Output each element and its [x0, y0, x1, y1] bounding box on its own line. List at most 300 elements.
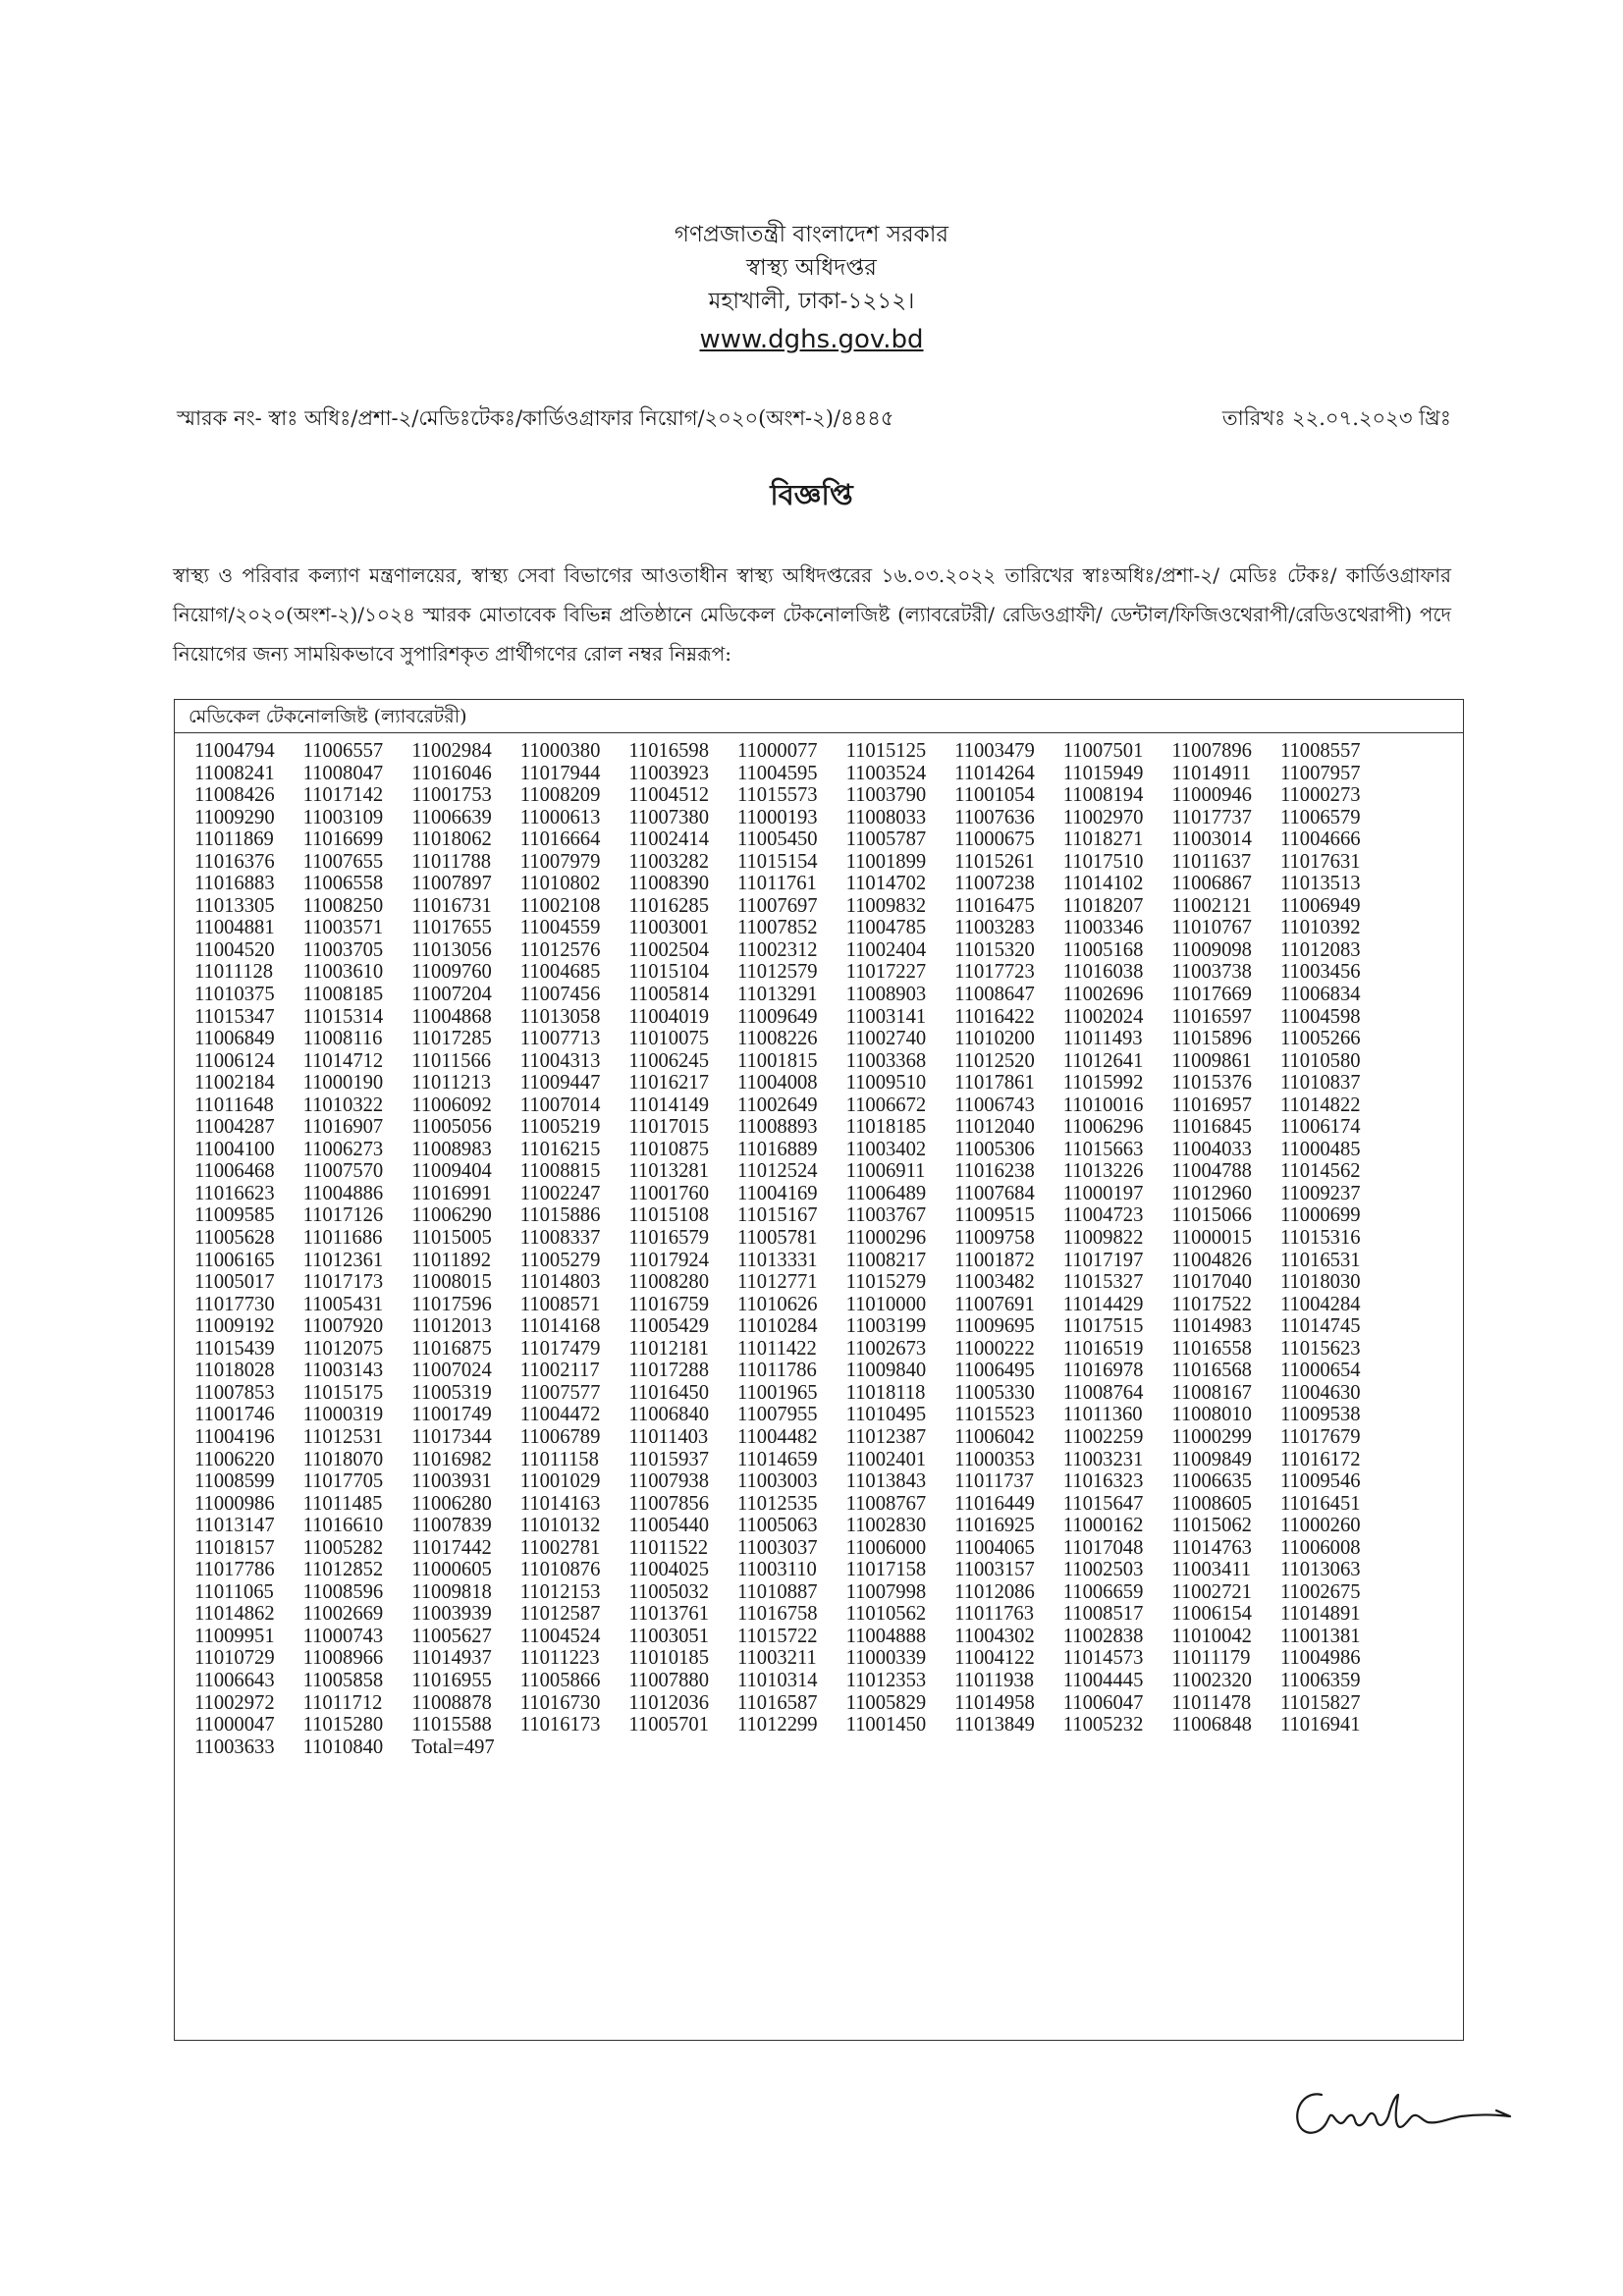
roll-number: 11007684 — [954, 1182, 1035, 1204]
roll-number: 11003211 — [736, 1647, 817, 1670]
roll-number: 11016883 — [194, 873, 275, 895]
roll-number: 11006911 — [845, 1160, 926, 1183]
roll-number: 11015886 — [519, 1204, 601, 1227]
roll-number: 11006290 — [411, 1204, 492, 1227]
roll-number: 11018062 — [411, 828, 492, 851]
roll-number: 11009237 — [1279, 1182, 1361, 1204]
roll-number: 11010284 — [736, 1315, 818, 1338]
roll-number: 11004785 — [845, 917, 927, 939]
roll-number: 11007570 — [302, 1160, 384, 1183]
roll-number: 11005168 — [1062, 938, 1144, 961]
roll-number: 11007024 — [411, 1360, 492, 1382]
table-row — [194, 917, 1463, 939]
roll-number: 11002404 — [845, 938, 927, 961]
roll-number: 11003346 — [1062, 917, 1144, 939]
table-row — [194, 895, 1463, 918]
roll-number: 11010132 — [519, 1515, 601, 1537]
roll-number: 11015623 — [1279, 1337, 1361, 1360]
roll-number: 11008903 — [845, 984, 927, 1006]
roll-number: 11007920 — [302, 1315, 384, 1338]
roll-number: 11004472 — [519, 1404, 601, 1426]
roll-number: 11007955 — [736, 1404, 818, 1426]
roll-number: 11010016 — [1062, 1094, 1144, 1116]
roll-number: 11007204 — [411, 984, 492, 1006]
roll-number: 11000260 — [1279, 1515, 1361, 1537]
roll-number: 11013849 — [954, 1714, 1035, 1736]
roll-number: 11004723 — [1062, 1204, 1144, 1227]
roll-number: 11005781 — [736, 1227, 818, 1250]
roll-number: 11009290 — [194, 806, 275, 828]
roll-number: 11004666 — [1279, 828, 1361, 851]
roll-number: 11007636 — [954, 806, 1035, 828]
roll-number: 11011763 — [954, 1603, 1035, 1626]
roll-number: 11014712 — [302, 1049, 384, 1072]
roll-number: 11005814 — [628, 984, 709, 1006]
table-row — [194, 1449, 1463, 1471]
roll-number: 11000986 — [194, 1492, 275, 1515]
roll-number: 11016598 — [628, 740, 709, 762]
roll-number: 11005306 — [954, 1138, 1035, 1160]
roll-number: 11015896 — [1171, 1028, 1252, 1050]
roll-number: 11017197 — [1062, 1249, 1144, 1271]
roll-number: 11002781 — [519, 1536, 601, 1559]
roll-number: 11017861 — [954, 1072, 1035, 1095]
roll-number: 11015005 — [411, 1227, 492, 1250]
roll-number: 11007713 — [519, 1028, 601, 1050]
roll-number: 11006220 — [194, 1448, 275, 1470]
roll-number: 11004512 — [628, 784, 709, 807]
table-row — [194, 828, 1463, 851]
roll-number: 11006867 — [1171, 873, 1252, 895]
roll-number: 11011869 — [194, 828, 274, 851]
roll-number: 11006840 — [628, 1404, 709, 1426]
roll-number: 11008517 — [1062, 1603, 1144, 1626]
roll-number: 11016558 — [1171, 1337, 1252, 1360]
roll-number: 11003923 — [628, 762, 709, 784]
roll-number: 11006489 — [845, 1182, 927, 1204]
table-row — [194, 1338, 1463, 1361]
roll-number: 11012771 — [736, 1271, 818, 1294]
roll-number: 11010375 — [194, 984, 275, 1006]
roll-number: 11002259 — [1062, 1425, 1144, 1448]
roll-number: 11001872 — [954, 1249, 1035, 1271]
roll-number: 11016038 — [1062, 961, 1144, 984]
roll-number: 11011712 — [302, 1691, 383, 1714]
roll-number: 11017944 — [519, 762, 601, 784]
roll-number: 11008241 — [194, 762, 275, 784]
roll-number: 11002696 — [1062, 984, 1144, 1006]
roll-number: 11010767 — [1171, 917, 1252, 939]
roll-number: 11013761 — [628, 1603, 709, 1626]
roll-number: 11001381 — [1279, 1625, 1361, 1647]
roll-number: 11011485 — [302, 1492, 383, 1515]
roll-number: 11014102 — [1062, 873, 1144, 895]
roll-number: 11017705 — [302, 1470, 384, 1493]
roll-number: 11000699 — [1279, 1204, 1361, 1227]
roll-number: 11002673 — [845, 1337, 927, 1360]
roll-number: 11014937 — [411, 1647, 492, 1670]
roll-number: 11016925 — [954, 1515, 1035, 1537]
roll-number: 11011686 — [302, 1227, 383, 1250]
roll-number: 11009585 — [194, 1204, 275, 1227]
roll-number: 11011213 — [411, 1072, 492, 1095]
roll-number: 11016475 — [954, 894, 1035, 917]
roll-number: 11015573 — [736, 784, 818, 807]
roll-number: 11005266 — [1279, 1028, 1361, 1050]
roll-number: 11017040 — [1171, 1271, 1252, 1294]
roll-number: 11014562 — [1279, 1160, 1361, 1183]
roll-number: 11016623 — [194, 1182, 275, 1204]
roll-number: 11009098 — [1171, 938, 1252, 961]
roll-number: 11001753 — [411, 784, 492, 807]
roll-number: 11009546 — [1279, 1470, 1361, 1493]
roll-number: 11002838 — [1062, 1625, 1144, 1647]
roll-number: 11004794 — [194, 740, 275, 762]
roll-number: 11017173 — [302, 1271, 384, 1294]
roll-number: 11012040 — [954, 1116, 1035, 1139]
roll-number: 11017786 — [194, 1559, 275, 1581]
roll-number: 11000190 — [302, 1072, 384, 1095]
roll-number-table — [174, 699, 1464, 2041]
roll-number: 11004196 — [194, 1425, 275, 1448]
roll-number: 11000339 — [845, 1647, 927, 1670]
roll-number: 11016610 — [302, 1515, 384, 1537]
roll-number: 11012013 — [411, 1315, 492, 1338]
roll-number: 11005450 — [736, 828, 818, 851]
roll-number: 11005232 — [1062, 1714, 1144, 1736]
roll-number: 11003790 — [845, 784, 927, 807]
roll-number: 11011761 — [736, 873, 817, 895]
roll-number: 11010840 — [302, 1735, 384, 1758]
roll-number: 11012153 — [519, 1580, 601, 1603]
roll-number: 11015588 — [411, 1714, 492, 1736]
roll-number: 11003482 — [954, 1271, 1035, 1294]
roll-number: 11009515 — [954, 1204, 1035, 1227]
table-row — [194, 1559, 1463, 1581]
roll-number: 11017510 — [1062, 850, 1144, 873]
roll-number: 11002247 — [519, 1182, 601, 1204]
roll-number: 11004008 — [736, 1072, 818, 1095]
roll-number: 11006834 — [1279, 984, 1361, 1006]
roll-number: 11014702 — [845, 873, 927, 895]
roll-number: 11000296 — [845, 1227, 927, 1250]
roll-number: 11006468 — [194, 1160, 275, 1183]
signature — [1284, 2077, 1530, 2156]
roll-number: 11016046 — [411, 762, 492, 784]
roll-number: 11012353 — [845, 1669, 927, 1691]
roll-number: 11014983 — [1171, 1315, 1252, 1338]
table-row — [194, 873, 1463, 895]
roll-number: 11015376 — [1171, 1072, 1252, 1095]
roll-number: 11004788 — [1171, 1160, 1252, 1183]
roll-number: 11009861 — [1171, 1049, 1252, 1072]
roll-number: 11003571 — [302, 917, 384, 939]
roll-number: 11007998 — [845, 1580, 927, 1603]
table-row — [194, 1736, 1463, 1759]
roll-number: 11000743 — [302, 1625, 384, 1647]
roll-number: 11007456 — [519, 984, 601, 1006]
roll-number: 11015327 — [1062, 1271, 1144, 1294]
roll-number: 11017515 — [1062, 1315, 1144, 1338]
roll-number: 11008116 — [302, 1028, 383, 1050]
roll-number: 11018070 — [302, 1448, 384, 1470]
table-row — [194, 1515, 1463, 1537]
roll-number: 11015108 — [628, 1204, 709, 1227]
roll-number: 11002721 — [1171, 1580, 1252, 1603]
roll-number: 11004025 — [628, 1559, 709, 1581]
roll-number: 11009404 — [411, 1160, 492, 1183]
table-row — [194, 851, 1463, 874]
roll-number: 11000015 — [1171, 1227, 1252, 1250]
roll-number: 11000605 — [411, 1559, 492, 1581]
roll-number: 11003738 — [1171, 961, 1252, 984]
roll-number: 11016568 — [1171, 1360, 1252, 1382]
roll-number: 11006359 — [1279, 1669, 1361, 1691]
roll-number: 11006124 — [194, 1049, 275, 1072]
roll-number: 11004284 — [1279, 1293, 1361, 1315]
roll-number: 11005319 — [411, 1381, 492, 1404]
roll-number: 11013281 — [628, 1160, 709, 1183]
roll-number: 11008226 — [736, 1028, 818, 1050]
roll-number: 11008764 — [1062, 1381, 1144, 1404]
roll-number: 11017723 — [954, 961, 1035, 984]
office-address: মহাখালী, ঢাকা-১২১২। — [708, 289, 915, 314]
roll-number: 11013513 — [1279, 873, 1361, 895]
roll-number: 11008966 — [302, 1647, 384, 1670]
roll-number: 11005063 — [736, 1515, 818, 1537]
roll-number: 11003014 — [1171, 828, 1252, 851]
roll-number: 11014822 — [1279, 1094, 1361, 1116]
roll-number: 11016730 — [519, 1691, 601, 1714]
roll-number: 11008280 — [628, 1271, 709, 1294]
roll-number: 11016519 — [1062, 1337, 1144, 1360]
roll-number: 11011737 — [954, 1470, 1035, 1493]
table-row — [194, 1626, 1463, 1648]
roll-number: 11015316 — [1279, 1227, 1361, 1250]
roll-number: 11016215 — [519, 1138, 601, 1160]
roll-number: 11007380 — [628, 806, 709, 828]
roll-number: 11005017 — [194, 1271, 275, 1294]
roll-number: 11016759 — [628, 1293, 709, 1315]
roll-number: 11015125 — [845, 740, 927, 762]
roll-number: 11011788 — [411, 850, 492, 873]
roll-number: 11009760 — [411, 961, 492, 984]
roll-number: 11002504 — [628, 938, 709, 961]
roll-number: 11014573 — [1062, 1647, 1144, 1670]
roll-number: 11016955 — [411, 1669, 492, 1691]
roll-number: 11017442 — [411, 1536, 492, 1559]
roll-number: 11016941 — [1279, 1714, 1361, 1736]
roll-number: 11006949 — [1279, 894, 1361, 917]
roll-number: 11002184 — [194, 1072, 275, 1095]
roll-number: 11012852 — [302, 1559, 384, 1581]
roll-number: 11005282 — [302, 1536, 384, 1559]
roll-number: 11006849 — [194, 1028, 275, 1050]
roll-number: 11017737 — [1171, 806, 1252, 828]
roll-number: 11015827 — [1279, 1691, 1361, 1714]
roll-number: 11004169 — [736, 1182, 818, 1204]
roll-number: 11004595 — [736, 762, 818, 784]
roll-number: 11010837 — [1279, 1072, 1361, 1095]
roll-number: 11009849 — [1171, 1448, 1252, 1470]
roll-number: 11016451 — [1279, 1492, 1361, 1515]
roll-number: 11004826 — [1171, 1249, 1252, 1271]
roll-number: 11006495 — [954, 1360, 1035, 1382]
roll-number: 11017631 — [1279, 850, 1361, 873]
roll-number: 11005627 — [411, 1625, 492, 1647]
roll-number: 11015314 — [302, 1005, 384, 1028]
roll-number: 11008596 — [302, 1580, 384, 1603]
roll-number: 11001899 — [845, 850, 927, 873]
roll-number: 11010562 — [845, 1603, 927, 1626]
roll-number: 11012535 — [736, 1492, 818, 1515]
table-row — [194, 1183, 1463, 1205]
roll-number: 11014659 — [736, 1448, 818, 1470]
roll-number: 11004065 — [954, 1536, 1035, 1559]
roll-number: 11015992 — [1062, 1072, 1144, 1095]
roll-number: 11017285 — [411, 1028, 492, 1050]
government-name: গণপ্রজাতন্ত্রী বাংলাদেশ সরকার — [674, 222, 949, 247]
roll-number: 11007238 — [954, 873, 1035, 895]
roll-number: 11002970 — [1062, 806, 1144, 828]
roll-number: 11009822 — [1062, 1227, 1144, 1250]
roll-number: 11016845 — [1171, 1116, 1252, 1139]
roll-number: 11003479 — [954, 740, 1035, 762]
roll-number: 11016579 — [628, 1227, 709, 1250]
roll-number: 11010322 — [302, 1094, 384, 1116]
roll-number: 11007014 — [519, 1094, 601, 1116]
roll-number: 11017126 — [302, 1204, 384, 1227]
roll-number: 11016285 — [628, 894, 709, 917]
roll-number: 11015280 — [302, 1714, 384, 1736]
roll-number: 11008047 — [302, 762, 384, 784]
roll-number: 11011892 — [411, 1249, 492, 1271]
roll-number: 11011493 — [1062, 1028, 1143, 1050]
roll-number: 11008167 — [1171, 1381, 1252, 1404]
roll-number: 11006635 — [1171, 1470, 1252, 1493]
roll-number: 11010000 — [845, 1293, 927, 1315]
roll-number: 11007938 — [628, 1470, 709, 1493]
roll-number: 11008250 — [302, 894, 384, 917]
roll-number: 11005787 — [845, 828, 927, 851]
roll-number: 11016422 — [954, 1005, 1035, 1028]
roll-number: 11012083 — [1279, 938, 1361, 961]
table-row — [194, 984, 1463, 1006]
roll-number: 11009447 — [519, 1072, 601, 1095]
roll-number: 11009510 — [845, 1072, 927, 1095]
roll-number: 11003199 — [845, 1315, 927, 1338]
table-row — [194, 763, 1463, 785]
table-row — [194, 1139, 1463, 1161]
roll-number: 11016531 — [1279, 1249, 1361, 1271]
roll-number: 11008983 — [411, 1138, 492, 1160]
table-row — [194, 1271, 1463, 1294]
roll-number: 11006273 — [302, 1138, 384, 1160]
roll-number: 11006165 — [194, 1249, 275, 1271]
roll-number: 11011938 — [954, 1669, 1035, 1691]
roll-number: 11016587 — [736, 1691, 818, 1714]
roll-number: 11002984 — [411, 740, 492, 762]
roll-number: 11004313 — [519, 1049, 601, 1072]
roll-number: 11006042 — [954, 1425, 1035, 1448]
roll-number: 11017924 — [628, 1249, 709, 1271]
roll-number: 11016323 — [1062, 1470, 1144, 1493]
roll-number: 11004868 — [411, 1005, 492, 1028]
roll-number: 11001760 — [628, 1182, 709, 1204]
roll-number: 11009538 — [1279, 1404, 1361, 1426]
roll-number: 11002121 — [1171, 894, 1252, 917]
roll-number: 11002503 — [1062, 1559, 1144, 1581]
roll-number: 11015320 — [954, 938, 1035, 961]
roll-number: 11001450 — [845, 1714, 927, 1736]
table-row — [194, 807, 1463, 829]
roll-number: 11017655 — [411, 917, 492, 939]
roll-number: 11001815 — [736, 1049, 818, 1072]
roll-number: 11000193 — [736, 806, 818, 828]
roll-number: 11004986 — [1279, 1647, 1361, 1670]
roll-number: 11002108 — [519, 894, 601, 917]
roll-number: 11003157 — [954, 1559, 1035, 1581]
roll-number: 11001054 — [954, 784, 1035, 807]
roll-number: 11005429 — [628, 1315, 709, 1338]
table-row — [194, 939, 1463, 962]
roll-number: 11015347 — [194, 1005, 275, 1028]
roll-number: 11006000 — [845, 1536, 927, 1559]
roll-number: 11007853 — [194, 1381, 275, 1404]
roll-number: 11006558 — [302, 873, 384, 895]
roll-number: 11015722 — [736, 1625, 818, 1647]
roll-number: 11005330 — [954, 1381, 1035, 1404]
website-link[interactable]: www.dghs.gov.bd — [699, 325, 924, 354]
table-row — [194, 1714, 1463, 1736]
roll-number: 11014803 — [519, 1271, 601, 1294]
roll-number: 11017288 — [628, 1360, 709, 1382]
roll-number: 11017479 — [519, 1337, 601, 1360]
roll-number: 11003282 — [628, 850, 709, 873]
roll-number: 11003402 — [845, 1138, 927, 1160]
roll-number: 11003109 — [302, 806, 384, 828]
roll-number: 11016449 — [954, 1492, 1035, 1515]
roll-number: 11000675 — [954, 828, 1035, 851]
roll-number: 11009649 — [736, 1005, 818, 1028]
roll-number: 11003767 — [845, 1204, 927, 1227]
roll-number: 11009695 — [954, 1315, 1035, 1338]
roll-list — [175, 733, 1463, 1758]
roll-number: 11018118 — [845, 1381, 926, 1404]
roll-number: 11012641 — [1062, 1049, 1144, 1072]
roll-number: 11006639 — [411, 806, 492, 828]
roll-number: 11014149 — [628, 1094, 709, 1116]
roll-number: 11015062 — [1171, 1515, 1252, 1537]
roll-number: 11008194 — [1062, 784, 1144, 807]
roll-number: 11015949 — [1062, 762, 1144, 784]
roll-number: 11003141 — [845, 1005, 927, 1028]
roll-number: 11012181 — [628, 1337, 709, 1360]
roll-number: 11010802 — [519, 873, 601, 895]
roll-number: 11017596 — [411, 1293, 492, 1315]
roll-number: 11008217 — [845, 1249, 927, 1271]
roll-number: 11007896 — [1171, 740, 1252, 762]
table-row — [194, 1315, 1463, 1338]
roll-number: 11010042 — [1171, 1625, 1252, 1647]
roll-number: 11006174 — [1279, 1116, 1361, 1139]
roll-number: 11008557 — [1279, 740, 1361, 762]
roll-number: 11001749 — [411, 1404, 492, 1426]
roll-number: 11017344 — [411, 1425, 492, 1448]
table-row — [194, 1250, 1463, 1272]
roll-number: 11010876 — [519, 1559, 601, 1581]
roll-number: 11008599 — [194, 1470, 275, 1493]
